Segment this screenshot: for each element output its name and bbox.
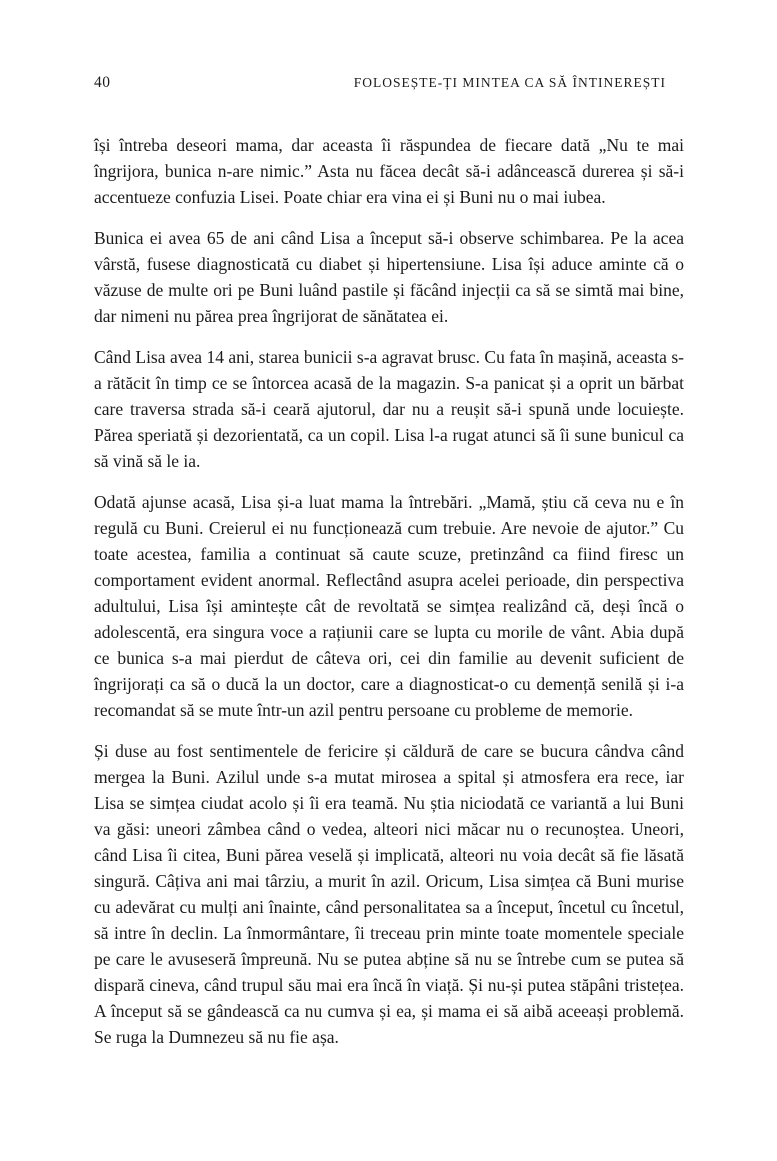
page-number: 40 (94, 74, 111, 91)
running-title: FOLOSEȘTE-ȚI MINTEA CA SĂ ÎNTINEREȘTI (353, 75, 666, 90)
paragraph: Și duse au fost sentimentele de fericire și căldură de care se bucura cândva când mergea la Buni. Azilul unde s-a mutat mirosea a spital și atmosfera era rece, iar Lisa se simțea ciudat acolo și îi era teamă. Nu știa niciodată ce variantă a lui Buni va găsi: uneori zâmbea când o vedea, alteori nici măcar nu o recunoștea. Uneori, când Lisa îi citea, Buni părea veselă și implicată, alteori nu voia decât să fie lăsată singură. Câțiva ani mai târziu, a murit în azil. Oricum, Lisa simțea că Buni murise cu adevărat cu mulți ani înainte, când personalitatea sa a început, încetul cu încetul, să intre în declin. La înmormântare, îi treceau prin minte toate momentele speciale pe care le avuseseră împreună. Nu se putea abține să nu se întrebe cum se putea să dispară cineva, când trupul său mai era încă în viață. Și nu-și putea stăpâni tristețea. A început să se gândească ca nu cumva și ea, și mama ei să aibă aceeași problemă. Se ruga la Dumnezeu să nu fie așa. (94, 741, 684, 1047)
page-header (94, 74, 684, 92)
paragraph: Bunica ei avea 65 de ani când Lisa a început să-i observe schimbarea. Pe la acea vârstă, fusese diagnosticată cu diabet și hipertensiune. Lisa își aduce aminte că o văzuse de multe ori pe Buni luând pastile și făcând injecții ca să se simtă mai bine, dar nimeni nu părea prea îngrijorat de sănătatea ei. (94, 228, 684, 326)
paragraph: își întreba deseori mama, dar aceasta îi răspundea de fiecare dată „Nu te mai îngrijora, bunica n-are nimic.” Asta nu făcea decât să-i adâncească durerea și să-i accentueze confuzia Lisei. Poate chiar era vina ei și Buni nu o mai iubea. (94, 135, 684, 207)
paragraph: Când Lisa avea 14 ani, starea bunicii s-a agravat brusc. Cu fata în mașină, aceasta s-a rătăcit în timp ce se întorcea acasă de la magazin. S-a panicat și a oprit un bărbat care traversa strada să-i ceară ajutorul, dar nu a reușit să-i spună unde locuiește. Părea speriată și dezorientată, ca un copil. Lisa l-a rugat atunci să îi sune bunicul ca să vină să le ia. (94, 347, 684, 471)
paragraph: Odată ajunse acasă, Lisa și-a luat mama la întrebări. „Mamă, știu că ceva nu e în regulă cu Buni. Creierul ei nu funcționează cum trebuie. Are nevoie de ajutor.” Cu toate acestea, familia a continuat să caute scuze, pretinzând ca fiind firesc un comportament evident anormal. Reflectând asupra acelei perioade, din perspectiva adultului, Lisa își amintește cât de revoltată se simțea realizând că, deși încă o adolescentă, era singura voce a rațiunii care se lupta cu morile de vânt. Abia după ce bunica s-a mai pierdut de câteva ori, cei din familie au devenit suficient de îngrijorați ca să o ducă la un doctor, care a diagnosticat-o cu demență senilă și i-a recomandat să se mute într-un azil pentru persoane cu probleme de memorie. (94, 492, 684, 720)
page-body (94, 132, 684, 1050)
